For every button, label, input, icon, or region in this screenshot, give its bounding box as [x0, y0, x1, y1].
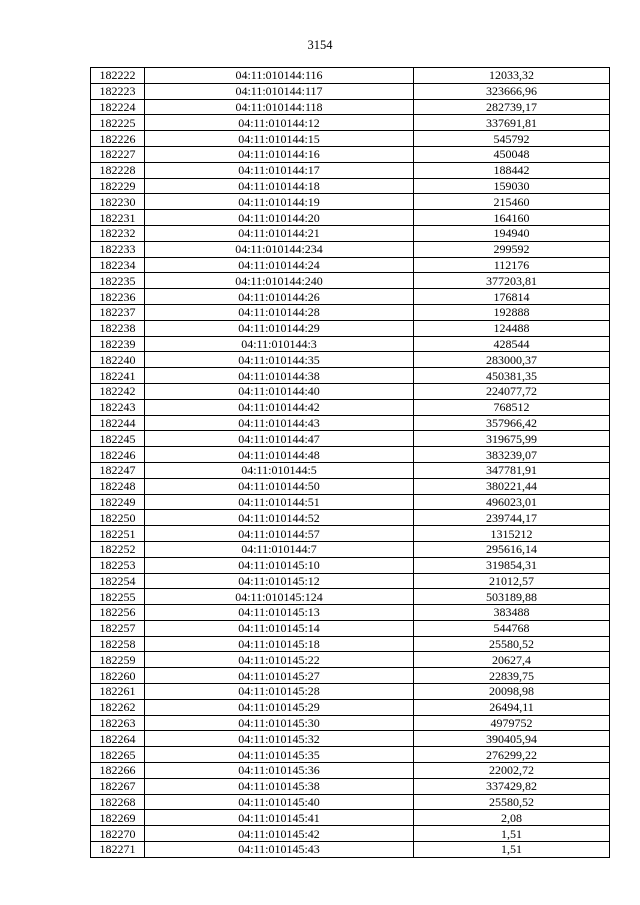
table-row: [91, 368, 610, 384]
cadastral-number-cell: 04:11:010145:32: [145, 731, 414, 747]
table-row: [91, 352, 610, 368]
row-number-cell: 182241: [91, 368, 145, 384]
table-row: [91, 68, 610, 84]
row-number-cell: 182232: [91, 225, 145, 241]
cadastral-value-cell: 428544: [414, 336, 610, 352]
cadastral-number-cell: 04:11:010144:240: [145, 273, 414, 289]
cadastral-value-cell: 20098,98: [414, 684, 610, 700]
cadastral-number-cell: 04:11:010145:18: [145, 636, 414, 652]
row-number-cell: 182244: [91, 415, 145, 431]
row-number-cell: 182256: [91, 605, 145, 621]
table-row: [91, 83, 610, 99]
cadastral-value-cell: 383488: [414, 605, 610, 621]
cadastral-value-cell: 380221,44: [414, 478, 610, 494]
cadastral-number-cell: 04:11:010145:40: [145, 794, 414, 810]
cadastral-value-cell: 1,51: [414, 842, 610, 858]
table-row: [91, 668, 610, 684]
cadastral-number-cell: 04:11:010145:35: [145, 747, 414, 763]
row-number-cell: 182246: [91, 447, 145, 463]
row-number-cell: 182257: [91, 620, 145, 636]
cadastral-number-cell: 04:11:010144:18: [145, 178, 414, 194]
table-row: [91, 494, 610, 510]
cadastral-value-cell: 503189,88: [414, 589, 610, 605]
cadastral-number-cell: 04:11:010145:14: [145, 620, 414, 636]
row-number-cell: 182253: [91, 557, 145, 573]
cadastral-number-cell: 04:11:010144:50: [145, 478, 414, 494]
cadastral-value-cell: 1315212: [414, 526, 610, 542]
cadastral-value-cell: 323666,96: [414, 83, 610, 99]
cadastral-value-cell: 337429,82: [414, 778, 610, 794]
row-number-cell: 182242: [91, 383, 145, 399]
row-number-cell: 182223: [91, 83, 145, 99]
table-row: [91, 620, 610, 636]
table-row: [91, 478, 610, 494]
cadastral-number-cell: 04:11:010144:19: [145, 194, 414, 210]
cadastral-value-cell: 337691,81: [414, 115, 610, 131]
cadastral-value-cell: 545792: [414, 131, 610, 147]
cadastral-value-cell: 377203,81: [414, 273, 610, 289]
row-number-cell: 182243: [91, 399, 145, 415]
row-number-cell: 182237: [91, 304, 145, 320]
cadastral-value-cell: 283000,37: [414, 352, 610, 368]
table-row: [91, 210, 610, 226]
cadastral-number-cell: 04:11:010145:13: [145, 605, 414, 621]
cadastral-value-cell: 1,51: [414, 826, 610, 842]
page-number: 3154: [307, 38, 333, 52]
cadastral-number-cell: 04:11:010144:21: [145, 225, 414, 241]
table-row: [91, 557, 610, 573]
cadastral-number-cell: 04:11:010145:38: [145, 778, 414, 794]
row-number-cell: 182254: [91, 573, 145, 589]
cadastral-value-cell: 450381,35: [414, 368, 610, 384]
cadastral-number-cell: 04:11:010145:22: [145, 652, 414, 668]
cadastral-number-cell: 04:11:010145:12: [145, 573, 414, 589]
table-row: [91, 146, 610, 162]
row-number-cell: 182258: [91, 636, 145, 652]
cadastral-value-cell: 22839,75: [414, 668, 610, 684]
table-body: [91, 68, 610, 858]
cadastral-value-cell: 4979752: [414, 715, 610, 731]
table-row: [91, 462, 610, 478]
table-row: [91, 115, 610, 131]
cadastral-number-cell: 04:11:010144:57: [145, 526, 414, 542]
table-row: [91, 257, 610, 273]
cadastral-value-cell: 347781,91: [414, 462, 610, 478]
table-row: [91, 684, 610, 700]
cadastral-number-cell: 04:11:010144:20: [145, 210, 414, 226]
cadastral-value-cell: 2,08: [414, 810, 610, 826]
table-row: [91, 304, 610, 320]
row-number-cell: 182228: [91, 162, 145, 178]
row-number-cell: 182266: [91, 763, 145, 779]
cadastral-value-cell: 22002,72: [414, 763, 610, 779]
cadastral-value-cell: 12033,32: [414, 68, 610, 84]
cadastral-number-cell: 04:11:010144:5: [145, 462, 414, 478]
row-number-cell: 182230: [91, 194, 145, 210]
table-row: [91, 431, 610, 447]
table-row: [91, 241, 610, 257]
cadastral-number-cell: 04:11:010144:42: [145, 399, 414, 415]
cadastral-value-cell: 26494,11: [414, 699, 610, 715]
table-row: [91, 541, 610, 557]
cadastral-value-cell: 383239,07: [414, 447, 610, 463]
cadastral-value-cell: 496023,01: [414, 494, 610, 510]
table-row: [91, 273, 610, 289]
cadastral-value-cell: 164160: [414, 210, 610, 226]
cadastral-number-cell: 04:11:010144:28: [145, 304, 414, 320]
table-row: [91, 747, 610, 763]
table-row: [91, 162, 610, 178]
row-number-cell: 182222: [91, 68, 145, 84]
table-row: [91, 510, 610, 526]
cadastral-number-cell: 04:11:010144:40: [145, 383, 414, 399]
cadastral-value-cell: 276299,22: [414, 747, 610, 763]
table-row: [91, 320, 610, 336]
table-row: [91, 399, 610, 415]
table-row: [91, 715, 610, 731]
table-row: [91, 447, 610, 463]
table-row: [91, 699, 610, 715]
cadastral-number-cell: 04:11:010144:12: [145, 115, 414, 131]
cadastral-number-cell: 04:11:010144:17: [145, 162, 414, 178]
row-number-cell: 182233: [91, 241, 145, 257]
row-number-cell: 182249: [91, 494, 145, 510]
table-row: [91, 383, 610, 399]
cadastral-number-cell: 04:11:010145:42: [145, 826, 414, 842]
cadastral-number-cell: 04:11:010145:28: [145, 684, 414, 700]
cadastral-value-cell: 25580,52: [414, 794, 610, 810]
row-number-cell: 182261: [91, 684, 145, 700]
row-number-cell: 182271: [91, 842, 145, 858]
cadastral-value-cell: 192888: [414, 304, 610, 320]
row-number-cell: 182260: [91, 668, 145, 684]
row-number-cell: 182225: [91, 115, 145, 131]
cadastral-number-cell: 04:11:010144:48: [145, 447, 414, 463]
row-number-cell: 182262: [91, 699, 145, 715]
table-row: [91, 605, 610, 621]
table-row: [91, 526, 610, 542]
row-number-cell: 182248: [91, 478, 145, 494]
cadastral-number-cell: 04:11:010144:234: [145, 241, 414, 257]
row-number-cell: 182267: [91, 778, 145, 794]
row-number-cell: 182227: [91, 146, 145, 162]
row-number-cell: 182268: [91, 794, 145, 810]
cadastral-number-cell: 04:11:010144:16: [145, 146, 414, 162]
cadastral-value-table: [90, 67, 610, 858]
table-row: [91, 131, 610, 147]
cadastral-value-cell: 768512: [414, 399, 610, 415]
table-row: [91, 573, 610, 589]
row-number-cell: 182245: [91, 431, 145, 447]
table-row: [91, 415, 610, 431]
row-number-cell: 182235: [91, 273, 145, 289]
row-number-cell: 182255: [91, 589, 145, 605]
row-number-cell: 182251: [91, 526, 145, 542]
cadastral-value-cell: 21012,57: [414, 573, 610, 589]
cadastral-value-cell: 319854,31: [414, 557, 610, 573]
cadastral-value-cell: 319675,99: [414, 431, 610, 447]
cadastral-value-cell: 224077,72: [414, 383, 610, 399]
cadastral-value-cell: 299592: [414, 241, 610, 257]
row-number-cell: 182238: [91, 320, 145, 336]
cadastral-number-cell: 04:11:010144:43: [145, 415, 414, 431]
table-row: [91, 652, 610, 668]
cadastral-number-cell: 04:11:010144:52: [145, 510, 414, 526]
row-number-cell: 182265: [91, 747, 145, 763]
table-row: [91, 336, 610, 352]
table-row: [91, 589, 610, 605]
cadastral-number-cell: 04:11:010145:29: [145, 699, 414, 715]
cadastral-number-cell: 04:11:010144:29: [145, 320, 414, 336]
cadastral-value-cell: 390405,94: [414, 731, 610, 747]
cadastral-value-cell: 176814: [414, 289, 610, 305]
table-row: [91, 289, 610, 305]
cadastral-value-cell: 215460: [414, 194, 610, 210]
row-number-cell: 182236: [91, 289, 145, 305]
cadastral-number-cell: 04:11:010144:118: [145, 99, 414, 115]
cadastral-number-cell: 04:11:010144:24: [145, 257, 414, 273]
cadastral-number-cell: 04:11:010144:38: [145, 368, 414, 384]
table-row: [91, 225, 610, 241]
cadastral-number-cell: 04:11:010145:10: [145, 557, 414, 573]
cadastral-value-cell: 544768: [414, 620, 610, 636]
row-number-cell: 182224: [91, 99, 145, 115]
table-row: [91, 794, 610, 810]
row-number-cell: 182226: [91, 131, 145, 147]
table-row: [91, 842, 610, 858]
cadastral-number-cell: 04:11:010145:43: [145, 842, 414, 858]
cadastral-number-cell: 04:11:010145:41: [145, 810, 414, 826]
cadastral-value-cell: 194940: [414, 225, 610, 241]
cadastral-number-cell: 04:11:010144:116: [145, 68, 414, 84]
cadastral-number-cell: 04:11:010145:30: [145, 715, 414, 731]
cadastral-number-cell: 04:11:010144:7: [145, 541, 414, 557]
cadastral-number-cell: 04:11:010144:26: [145, 289, 414, 305]
row-number-cell: 182259: [91, 652, 145, 668]
cadastral-value-cell: 357966,42: [414, 415, 610, 431]
row-number-cell: 182270: [91, 826, 145, 842]
cadastral-number-cell: 04:11:010144:35: [145, 352, 414, 368]
cadastral-number-cell: 04:11:010145:124: [145, 589, 414, 605]
cadastral-value-cell: 450048: [414, 146, 610, 162]
cadastral-value-cell: 239744,17: [414, 510, 610, 526]
row-number-cell: 182263: [91, 715, 145, 731]
row-number-cell: 182231: [91, 210, 145, 226]
row-number-cell: 182234: [91, 257, 145, 273]
cadastral-value-cell: 20627,4: [414, 652, 610, 668]
table-row: [91, 778, 610, 794]
cadastral-value-cell: 295616,14: [414, 541, 610, 557]
table-row: [91, 178, 610, 194]
row-number-cell: 182240: [91, 352, 145, 368]
cadastral-value-cell: 112176: [414, 257, 610, 273]
cadastral-number-cell: 04:11:010144:117: [145, 83, 414, 99]
cadastral-value-cell: 282739,17: [414, 99, 610, 115]
table-row: [91, 763, 610, 779]
cadastral-number-cell: 04:11:010144:47: [145, 431, 414, 447]
cadastral-number-cell: 04:11:010145:27: [145, 668, 414, 684]
row-number-cell: 182252: [91, 541, 145, 557]
table-row: [91, 99, 610, 115]
cadastral-value-cell: 188442: [414, 162, 610, 178]
table-row: [91, 826, 610, 842]
table-row: [91, 636, 610, 652]
row-number-cell: 182247: [91, 462, 145, 478]
cadastral-value-cell: 159030: [414, 178, 610, 194]
cadastral-value-cell: 124488: [414, 320, 610, 336]
table-row: [91, 810, 610, 826]
row-number-cell: 182229: [91, 178, 145, 194]
table-row: [91, 194, 610, 210]
row-number-cell: 182264: [91, 731, 145, 747]
table-row: [91, 731, 610, 747]
cadastral-value-cell: 25580,52: [414, 636, 610, 652]
row-number-cell: 182250: [91, 510, 145, 526]
cadastral-number-cell: 04:11:010144:15: [145, 131, 414, 147]
cadastral-number-cell: 04:11:010144:51: [145, 494, 414, 510]
row-number-cell: 182269: [91, 810, 145, 826]
row-number-cell: 182239: [91, 336, 145, 352]
cadastral-number-cell: 04:11:010144:3: [145, 336, 414, 352]
cadastral-number-cell: 04:11:010145:36: [145, 763, 414, 779]
